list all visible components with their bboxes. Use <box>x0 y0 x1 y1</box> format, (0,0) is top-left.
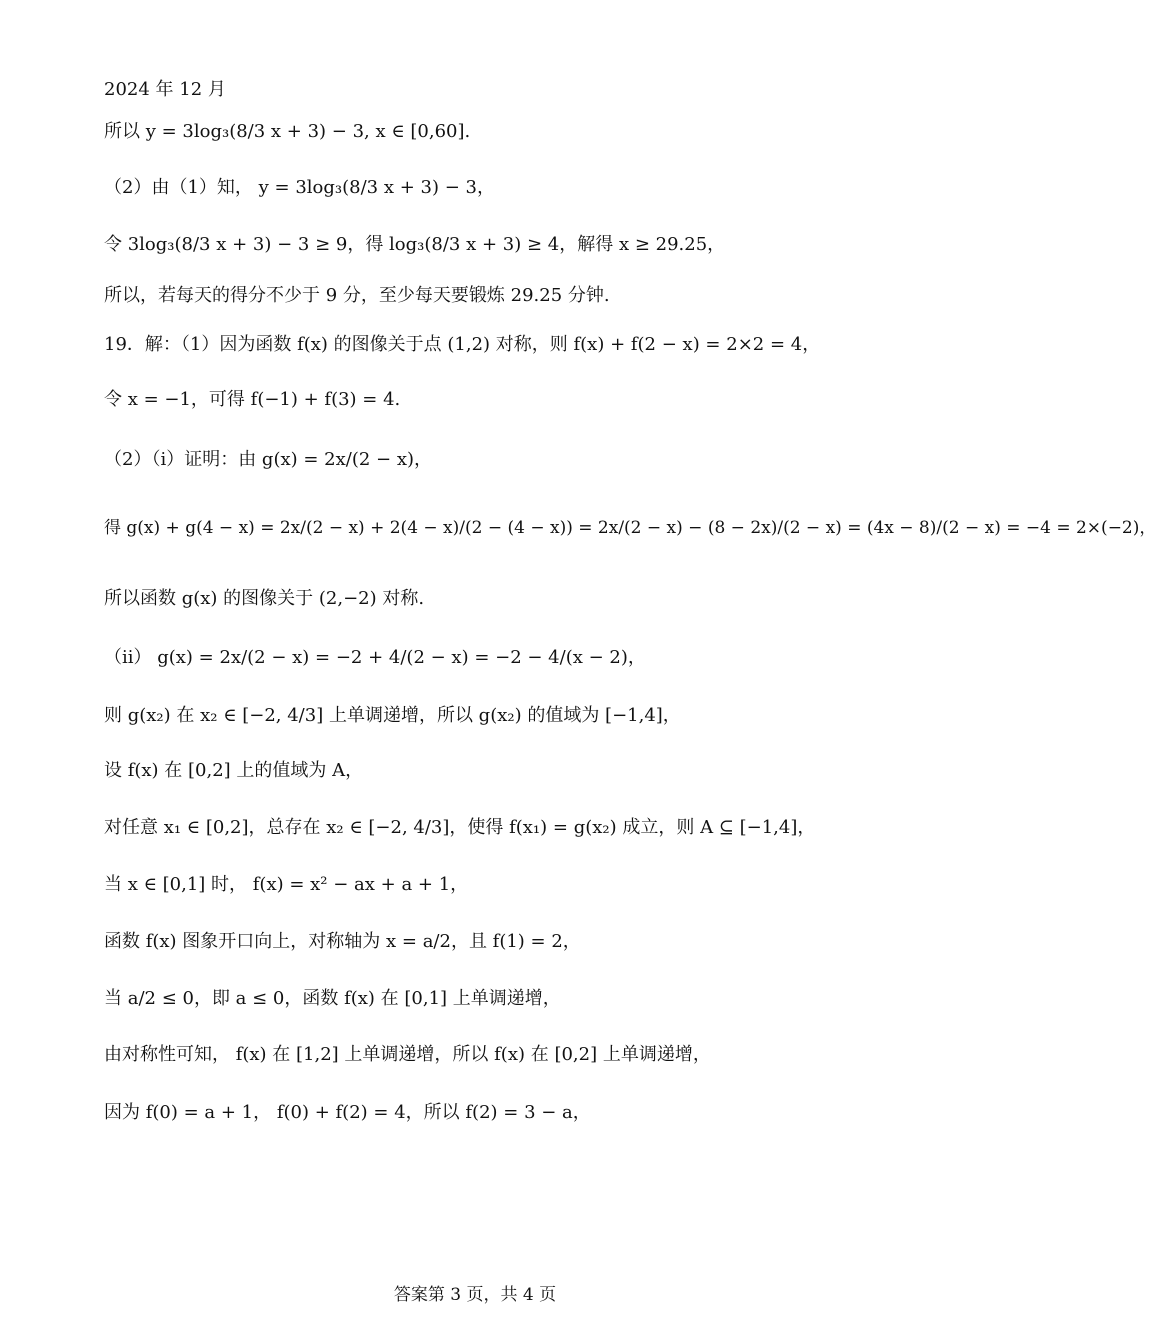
line-11: 则 g(x₂) 在 x₂ ∈ [−2, 4/3] 上单调递增，所以 g(x₂) 的值域为 [−1,4]， <box>104 705 681 726</box>
line-18: 因为 f(0) = a + 1， f(0) + f(2) = 4，所以 f(2) = 3 − a， <box>104 1102 591 1123</box>
line-8: 得 g(x) + g(4 − x) = 2x/(2 − x) + 2(4 − x)/(2 − (4 − x)) = 2x/(2 − x) − (8 − 2x)/(2 − x) = (4x − 8)/(2 − x) = −4 = 2×(−2)， <box>104 518 1156 538</box>
line-4: 所以，若每天的得分不少于 9 分，至少每天要锻炼 29.25 分钟. <box>104 285 610 306</box>
line-3: 令 3log₃(8/3 x + 3) − 3 ≥ 9，得 log₃(8/3 x + 3) ≥ 4，解得 x ≥ 29.25， <box>104 234 726 255</box>
line-2: （2）由（1）知， y = 3log₃(8/3 x + 3) − 3， <box>104 177 495 198</box>
line-6: 令 x = −1，可得 f(−1) + f(3) = 4. <box>104 389 401 410</box>
line-14: 当 x ∈ [0,1] 时， f(x) = x² − ax + a + 1， <box>104 874 469 895</box>
line-15: 函数 f(x) 图象开口向上，对称轴为 x = a/2，且 f(1) = 2， <box>104 931 581 952</box>
header-date: 2024 年 12 月 <box>104 79 226 100</box>
line-12: 设 f(x) 在 [0,2] 上的值域为 A， <box>104 760 364 781</box>
line-13: 对任意 x₁ ∈ [0,2]，总存在 x₂ ∈ [−2, 4/3]，使得 f(x₁) = g(x₂) 成立，则 A ⊆ [−1,4]， <box>104 817 816 838</box>
line-9: 所以函数 g(x) 的图像关于 (2,−2) 对称. <box>104 588 425 609</box>
line-16: 当 a/2 ≤ 0，即 a ≤ 0，函数 f(x) 在 [0,1] 上单调递增， <box>104 988 561 1009</box>
line-5: 19．解：（1）因为函数 f(x) 的图像关于点 (1,2) 对称，则 f(x) + f(2 − x) = 2×2 = 4， <box>104 334 821 355</box>
page-footer: 答案第 3 页，共 4 页 <box>393 1285 557 1305</box>
line-7: （2）（i）证明：由 g(x) = 2x/(2 − x)， <box>104 449 433 470</box>
line-1: 所以 y = 3log₃(8/3 x + 3) − 3, x ∈ [0,60]. <box>104 121 471 142</box>
line-10: （ii） g(x) = 2x/(2 − x) = −2 + 4/(2 − x) = −2 − 4/(x − 2)， <box>104 647 646 668</box>
line-17: 由对称性可知， f(x) 在 [1,2] 上单调递增，所以 f(x) 在 [0,2] 上单调递增， <box>104 1044 711 1065</box>
